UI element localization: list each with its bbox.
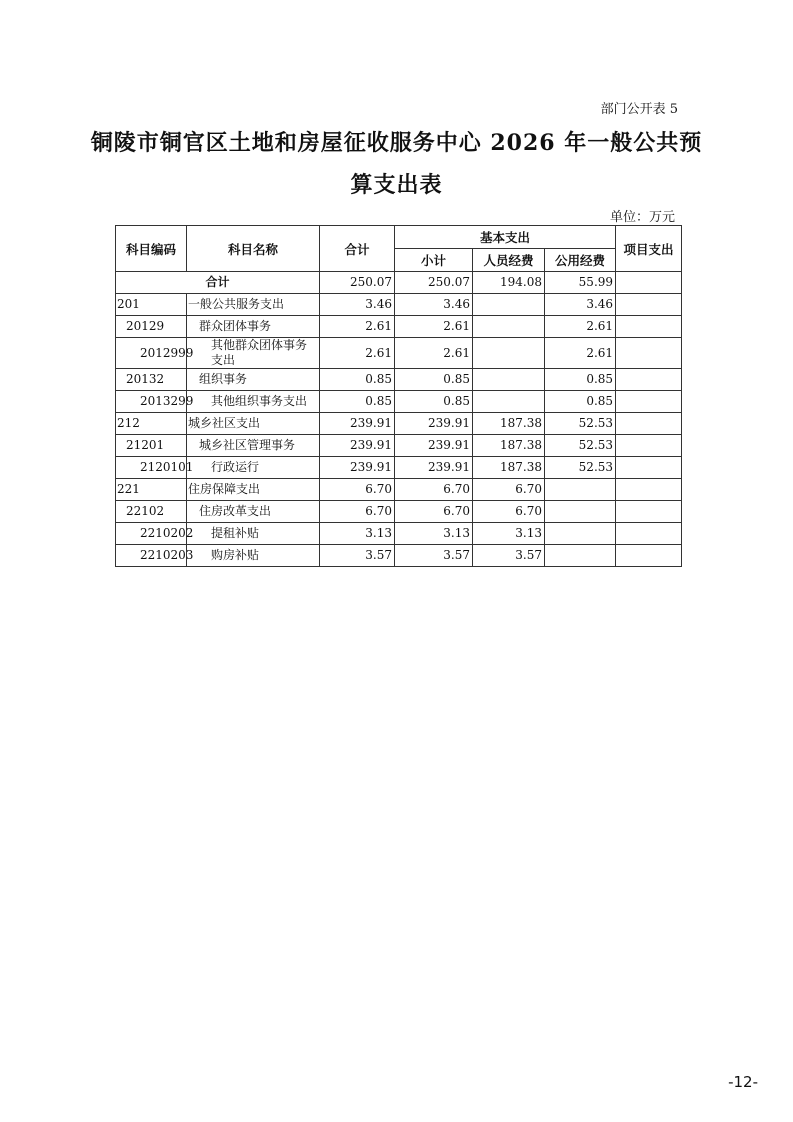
cell-name: 城乡社区管理事务 [187, 435, 320, 457]
cell-public: 2.61 [545, 338, 616, 369]
cell-code: 20129 [116, 316, 187, 338]
unit-label: 单位：万元 [609, 210, 675, 225]
cell-public: 52.53 [545, 457, 616, 479]
cell-name: 住房改革支出 [187, 501, 320, 523]
cell-subtotal: 239.91 [395, 413, 473, 435]
cell-public: 2.61 [545, 316, 616, 338]
cell-code: 2012999 [116, 338, 187, 369]
cell-project [616, 435, 682, 457]
cell-personnel: 187.38 [473, 457, 545, 479]
col-header-basic: 基本支出 [395, 226, 616, 249]
cell-personnel: 6.70 [473, 501, 545, 523]
cell-subtotal: 239.91 [395, 457, 473, 479]
cell-code: 2013299 [116, 391, 187, 413]
table-row [116, 391, 682, 413]
cell-subtotal: 250.07 [395, 272, 473, 294]
table-row [116, 545, 682, 567]
cell-personnel [473, 294, 545, 316]
col-header-personnel: 人员经费 [473, 249, 545, 272]
table-row [116, 413, 682, 435]
cell-subtotal: 239.91 [395, 435, 473, 457]
cell-code: 212 [116, 413, 187, 435]
page-title-line1: 铜陵市铜官区土地和房屋征收服务中心 2026 年一般公共预 [90, 130, 703, 156]
cell-project [616, 479, 682, 501]
page-title-line2: 算支出表 [350, 172, 443, 198]
cell-subtotal: 2.61 [395, 316, 473, 338]
cell-public [545, 523, 616, 545]
col-header-code: 科目编码 [116, 226, 187, 272]
cell-name: 一般公共服务支出 [187, 294, 320, 316]
cell-total: 0.85 [320, 391, 395, 413]
cell-personnel [473, 391, 545, 413]
cell-public: 3.46 [545, 294, 616, 316]
budget-table [115, 225, 682, 567]
cell-personnel: 3.57 [473, 545, 545, 567]
cell-project [616, 272, 682, 294]
cell-personnel: 194.08 [473, 272, 545, 294]
cell-code: 20132 [116, 369, 187, 391]
cell-public: 0.85 [545, 391, 616, 413]
col-header-subtotal: 小计 [395, 249, 473, 272]
col-header-total: 合计 [320, 226, 395, 272]
cell-subtotal: 3.46 [395, 294, 473, 316]
cell-personnel: 187.38 [473, 435, 545, 457]
cell-total: 250.07 [320, 272, 395, 294]
cell-project [616, 338, 682, 369]
cell-subtotal: 3.57 [395, 545, 473, 567]
cell-personnel [473, 369, 545, 391]
cell-personnel: 3.13 [473, 523, 545, 545]
cell-subtotal: 0.85 [395, 369, 473, 391]
cell-total: 6.70 [320, 501, 395, 523]
cell-public: 0.85 [545, 369, 616, 391]
cell-project [616, 545, 682, 567]
cell-project [616, 316, 682, 338]
cell-project [616, 413, 682, 435]
table-row [116, 523, 682, 545]
cell-name: 行政运行 [187, 457, 320, 479]
cell-code: 22102 [116, 501, 187, 523]
cell-project [616, 369, 682, 391]
cell-public [545, 501, 616, 523]
form-number: 部门公开表 5 [600, 102, 678, 117]
cell-public: 55.99 [545, 272, 616, 294]
cell-total: 3.46 [320, 294, 395, 316]
cell-public: 52.53 [545, 413, 616, 435]
cell-code: 221 [116, 479, 187, 501]
cell-total: 239.91 [320, 435, 395, 457]
cell-project [616, 294, 682, 316]
cell-total: 2.61 [320, 338, 395, 369]
cell-total: 2.61 [320, 316, 395, 338]
cell-personnel [473, 316, 545, 338]
table-row [116, 435, 682, 457]
cell-public: 52.53 [545, 435, 616, 457]
cell-subtotal: 6.70 [395, 501, 473, 523]
table-row [116, 294, 682, 316]
cell-name: 住房保障支出 [187, 479, 320, 501]
cell-project [616, 457, 682, 479]
cell-code: 2210202 [116, 523, 187, 545]
cell-personnel [473, 338, 545, 369]
cell-name: 其他组织事务支出 [187, 391, 320, 413]
cell-project [616, 523, 682, 545]
cell-total: 239.91 [320, 413, 395, 435]
table-row [116, 457, 682, 479]
col-header-name: 科目名称 [187, 226, 320, 272]
cell-total: 239.91 [320, 457, 395, 479]
table-row [116, 316, 682, 338]
cell-name: 购房补贴 [187, 545, 320, 567]
cell-total: 3.57 [320, 545, 395, 567]
cell-name: 提租补贴 [187, 523, 320, 545]
cell-subtotal: 3.13 [395, 523, 473, 545]
table-row [116, 369, 682, 391]
cell-code: 2210203 [116, 545, 187, 567]
col-header-public: 公用经费 [545, 249, 616, 272]
cell-name: 城乡社区支出 [187, 413, 320, 435]
cell-code: 201 [116, 294, 187, 316]
cell-subtotal: 0.85 [395, 391, 473, 413]
cell-project [616, 391, 682, 413]
cell-total: 3.13 [320, 523, 395, 545]
page-number: -12- [728, 1073, 758, 1091]
cell-personnel: 187.38 [473, 413, 545, 435]
table-row [116, 479, 682, 501]
cell-subtotal: 6.70 [395, 479, 473, 501]
cell-name: 组织事务 [187, 369, 320, 391]
table-row [116, 338, 682, 369]
cell-code: 21201 [116, 435, 187, 457]
cell-name: 群众团体事务 [187, 316, 320, 338]
cell-total: 6.70 [320, 479, 395, 501]
cell-code: 2120101 [116, 457, 187, 479]
cell-name: 其他群众团体事务支出 [187, 338, 320, 369]
col-header-project: 项目支出 [616, 226, 682, 272]
total-label: 合计 [116, 272, 320, 294]
table-total-row [116, 272, 682, 294]
table-header [116, 226, 682, 272]
cell-total: 0.85 [320, 369, 395, 391]
cell-subtotal: 2.61 [395, 338, 473, 369]
table-body [116, 272, 682, 567]
cell-project [616, 501, 682, 523]
cell-public [545, 545, 616, 567]
cell-personnel: 6.70 [473, 479, 545, 501]
table-row [116, 501, 682, 523]
cell-public [545, 479, 616, 501]
